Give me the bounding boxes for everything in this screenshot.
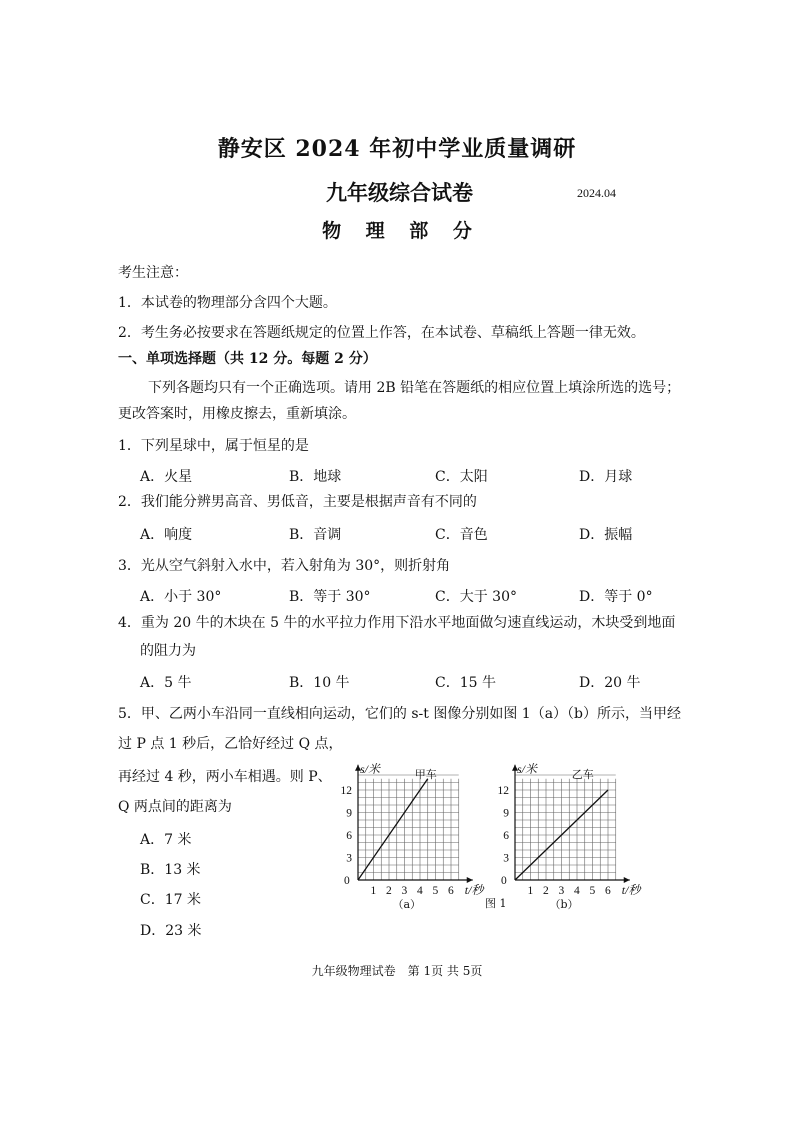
question-2-option-b: B．音调 <box>289 527 342 543</box>
notice-item-1: 1．本试卷的物理部分含四个大题。 <box>118 295 337 311</box>
chart-sublabel-a: （a） <box>392 898 422 911</box>
question-5-option-d: D．23 米 <box>140 923 202 939</box>
y-tick-label: 9 <box>346 807 352 820</box>
x-tick-label: 2 <box>386 885 392 897</box>
x-tick-label: 2 <box>543 885 549 897</box>
question-3-stem: 3．光从空气斜射入水中，若入射角为 30°，则折射角 <box>118 558 451 574</box>
notice-heading: 考生注意： <box>118 265 188 281</box>
section-title: 物 理 部 分 <box>322 220 472 242</box>
x-tick-label: 0 <box>501 875 507 887</box>
x-tick-label: 1 <box>370 885 377 897</box>
part1-instruction-line1: 下列各题均只有一个正确选项。请用 2B 铅笔在答题纸的相应位置上填涂所选的选号； <box>148 380 681 396</box>
x-axis-label: t/秒 <box>464 883 484 897</box>
question-3-option-d: D．等于 0° <box>579 589 653 605</box>
chart-title-a: 甲车 <box>414 767 437 781</box>
notice-item-2: 2．考生务必按要求在答题纸规定的位置上作答，在本试卷、草稿纸上答题一律无效。 <box>118 325 645 341</box>
y-tick-label: 12 <box>497 785 509 797</box>
question-2-option-a: A．响度 <box>140 527 193 543</box>
question-1-option-b: B．地球 <box>289 469 342 485</box>
question-4-stem-line2: 的阻力为 <box>140 643 196 659</box>
x-tick-label: 4 <box>574 885 580 897</box>
figure-caption: 图 1 <box>485 897 507 910</box>
question-3-option-b: B．等于 30° <box>289 589 371 605</box>
question-3-option-a: A．小于 30° <box>140 589 222 605</box>
question-5-option-a: A．7 米 <box>140 832 192 848</box>
part1-instruction-line2: 更改答案时，用橡皮擦去，重新填涂。 <box>118 406 356 422</box>
page-footer: 九年级物理试卷 第 1页 共 5页 <box>311 964 483 978</box>
chart-title-b: 乙车 <box>571 767 594 781</box>
y-tick-label: 3 <box>503 852 509 865</box>
question-1-option-d: D．月球 <box>579 469 633 485</box>
y-axis-label: s/米 <box>517 761 538 776</box>
question-3-option-c: C．大于 30° <box>435 589 517 605</box>
y-tick-label: 9 <box>503 807 509 820</box>
x-tick-label: 1 <box>527 885 534 897</box>
question-2-option-d: D．振幅 <box>579 527 633 543</box>
question-5-option-b: B．13 米 <box>140 862 201 878</box>
question-4-option-d: D．20 牛 <box>579 675 641 691</box>
question-1-option-c: C．太阳 <box>435 469 488 485</box>
question-4-option-a: A．5 牛 <box>140 675 192 691</box>
question-4-option-b: B．10 牛 <box>289 675 350 691</box>
figure-1 <box>330 752 660 914</box>
part1-heading: 一、单项选择题（共 12 分。每题 2 分） <box>118 351 377 367</box>
y-tick-label: 6 <box>346 830 352 842</box>
question-5-option-c: C．17 米 <box>140 892 201 908</box>
exam-date: 2024.04 <box>577 186 616 200</box>
question-5-stem-line3: 再经过 4 秒，两小车相遇。则 P、 <box>118 769 332 785</box>
y-axis-label: s/米 <box>360 761 381 776</box>
question-5-stem-line1: 5．甲、乙两小车沿同一直线相向运动，它们的 s-t 图像分别如图 1（a）（b）所示，当甲经 <box>118 706 682 722</box>
question-4-stem-line1: 4．重为 20 牛的木块在 5 牛的水平拉力作用下沿水平地面做匀速直线运动，木块受到地面 <box>118 615 676 631</box>
exam-subtitle: 九年级综合试卷 <box>326 180 473 205</box>
exam-title: 静安区 2024 年初中学业质量调研 <box>217 136 577 162</box>
question-1-option-a: A．火星 <box>140 469 193 485</box>
x-tick-label: 3 <box>558 885 565 897</box>
chart-b-yi-car <box>498 762 643 911</box>
chart-sublabel-b: （b） <box>549 898 579 911</box>
x-tick-label: 6 <box>605 885 611 897</box>
x-tick-label: 6 <box>448 885 454 897</box>
question-4-option-c: C．15 牛 <box>435 675 496 691</box>
y-tick-label: 3 <box>346 852 352 865</box>
chart-a-jia-car <box>341 762 486 911</box>
question-5-stem-line4: Q 两点间的距离为 <box>118 799 232 815</box>
question-1-stem: 1．下列星球中，属于恒星的是 <box>118 438 309 454</box>
x-axis-label: t/秒 <box>621 883 641 897</box>
y-tick-label: 6 <box>503 830 509 842</box>
question-2-option-c: C．音色 <box>435 527 488 543</box>
x-tick-label: 5 <box>432 885 439 897</box>
question-5-stem-line2: 过 P 点 1 秒后，乙恰好经过 Q 点， <box>118 736 343 752</box>
x-tick-label: 4 <box>417 885 423 897</box>
x-tick-label: 0 <box>344 875 350 887</box>
x-tick-label: 5 <box>589 885 596 897</box>
x-tick-label: 3 <box>401 885 408 897</box>
y-tick-label: 12 <box>340 785 352 797</box>
question-2-stem: 2．我们能分辨男高音、男低音，主要是根据声音有不同的 <box>118 494 477 510</box>
